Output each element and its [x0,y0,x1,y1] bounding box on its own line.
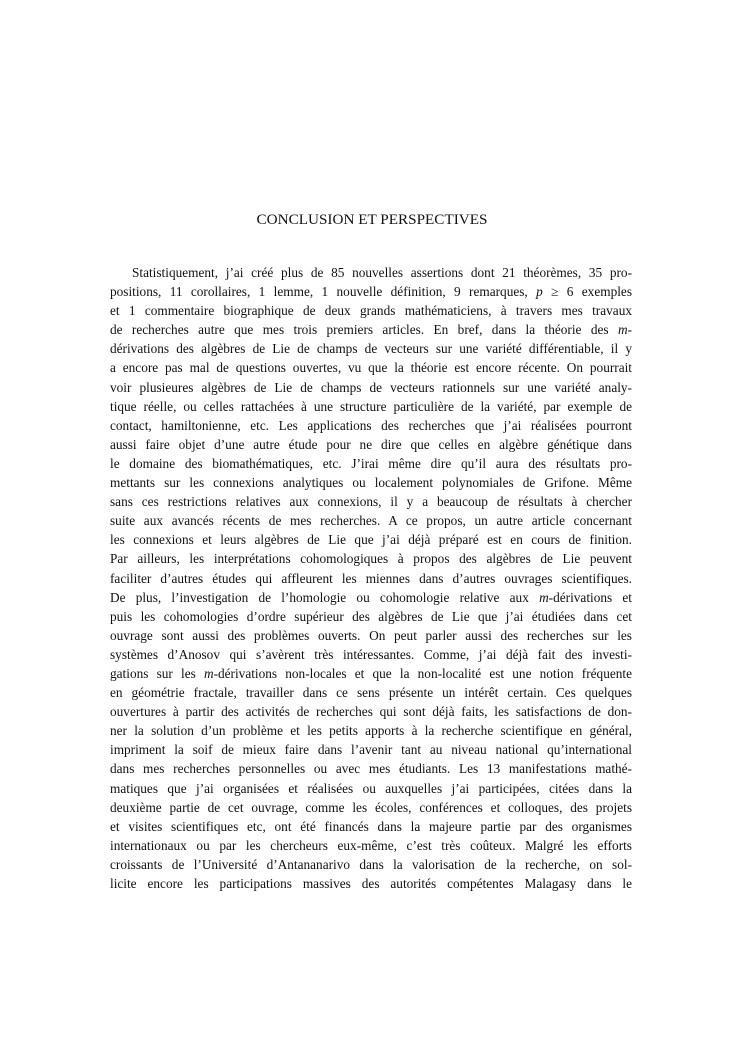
paragraph-line: et visites scientifiques etc, ont été financés dans la majeure partie par des organismes [110,818,632,834]
paragraph-line: deuxième partie de cet ouvrage, comme les écoles, conférences et colloques, des projets [110,799,632,815]
paragraph-line: gations sur les m-dérivations non-locales et que la non-localité est une notion fréquente [110,665,632,681]
paragraph-line: et 1 commentaire biographique de deux grands mathématiciens, à travers mes travaux [110,303,632,319]
paragraph-line: le domaine des biomathématiques, etc. J’irai même dire qu’il aura des résultats pro- [110,455,632,471]
page-title: CONCLUSION ET PERSPECTIVES [256,211,488,228]
paragraph-line: internationaux ou par les chercheurs eux-même, c’est très coûteux. Malgré les efforts [110,837,632,853]
paragraph-line: dans mes recherches personnelles ou avec mes étudiants. Les 13 manifestations mathé- [110,761,632,777]
paragraph-line: faciliter d’autres études qui affleurent les miennes dans d’autres ouvrages scientifiques. [110,570,632,586]
paragraph-line: tique réelle, ou celles rattachées à une structure particulière de la variété, par exemple de [110,398,632,414]
paragraph-line: Par ailleurs, les interprétations cohomologiques à propos des algèbres de Lie peuvent [110,551,632,567]
body-paragraph [110,263,632,893]
paragraph-line: positions, 11 corollaires, 1 lemme, 1 nouvelle définition, 9 remarques, p ≥ 6 exemples [110,284,632,300]
paragraph-line: ouvertures à partir des activités de recherches qui sont déjà faits, les satisfactions de don- [110,704,632,720]
paragraph-line: puis les cohomologies d’ordre supérieur des algèbres de Lie que j’ai étudiées dans cet [110,608,632,624]
paragraph-line: Statistiquement, j’ai créé plus de 85 nouvelles assertions dont 21 théorèmes, 35 pro- [132,265,632,280]
paragraph-line: systèmes d’Anosov qui s’avèrent très intéressantes. Comme, j’ai déjà fait des investi- [110,646,632,662]
paragraph-line: voir plusieures algèbres de Lie de champs de vecteurs rationnels sur une variété analy- [110,379,632,395]
paragraph-line: De plus, l’investigation de l’homologie ou cohomologie relative aux m-dérivations et [110,589,632,605]
paragraph-line: impriment la soif de mieux faire dans l’avenir tant au niveau national qu’international [110,742,632,758]
paragraph-line: contact, hamiltonienne, etc. Les applications des recherches que j’ai réalisées pourront [110,417,632,433]
paragraph-line: sans ces restrictions relatives aux connexions, il y a beaucoup de résultats à chercher [110,494,632,510]
paragraph-line: ner la solution d’un problème et les petits apports à la recherche scientifique en général, [110,723,632,739]
paragraph-line: suite aux avancés récents de mes recherches. A ce propos, un autre article concernant [110,513,632,529]
paragraph-line: de recherches autre que mes trois premiers articles. En bref, dans la théorie des m- [110,322,632,338]
paragraph-line: dérivations des algèbres de Lie de champs de vecteurs sur une variété différentiable, il y [110,341,632,357]
paragraph-line: les connexions et leurs algèbres de Lie que j’ai déjà préparé est en cours de finition. [110,532,632,548]
paragraph-line: en géométrie fractale, travailler dans ce sens présente un intérêt certain. Ces quelques [110,685,632,701]
paragraph-line: aussi faire objet d’une autre étude pour ne dire que celles en algèbre génétique dans [110,436,632,452]
paragraph-line: mettants sur les connexions analytiques ou localement polynomiales de Grifone. Même [110,475,632,491]
paragraph-line: croissants de l’Université d’Antananarivo dans la valorisation de la recherche, on sol- [110,856,632,872]
paragraph-line: licite encore les participations massives des autorités compétentes Malagasy dans le [110,876,632,891]
paragraph-line: ouvrage sont aussi des problèmes ouverts. On peut parler aussi des recherches sur les [110,627,632,643]
paragraph-line: a encore pas mal de questions ouvertes, vu que la théorie est encore récente. On pourrait [110,360,632,376]
paragraph-line: matiques que j’ai organisées et réalisées ou auxquelles j’ai participées, citées dans la [110,780,632,796]
